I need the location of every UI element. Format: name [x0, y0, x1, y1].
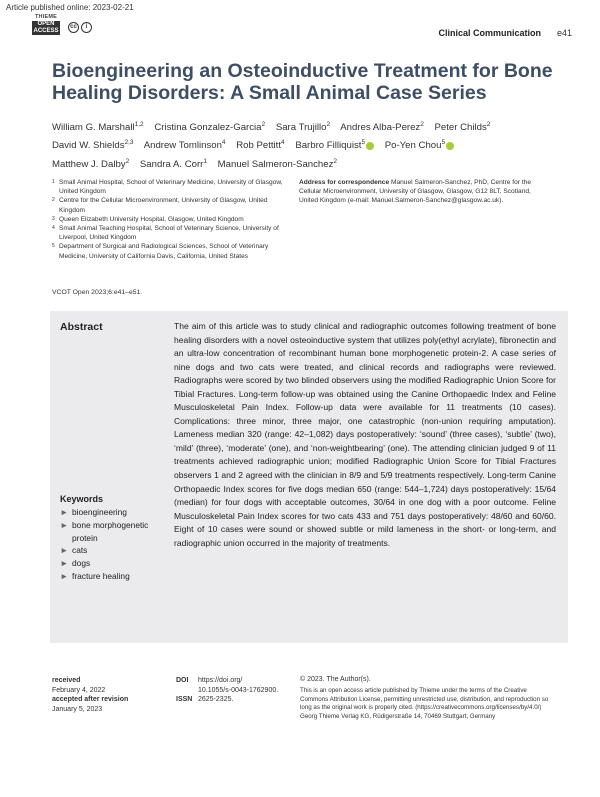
accepted-label: accepted after revision [52, 696, 129, 703]
author: Sara Trujillo$^2$ [275, 121, 331, 134]
keyword-item: ► dogs [60, 558, 91, 569]
author: Po-Yen Chou$^5$ [385, 140, 454, 151]
author-list [52, 117, 562, 172]
author: Cristina Gonzalez-Garcia$^2$ [154, 121, 266, 134]
section-label: Clinical Communication [438, 28, 541, 38]
affiliation: 2 Centre for the Cellular Microenvironment, University of Glasgow, United Kingdom [52, 197, 268, 214]
correspondence-label: Address for correspondence [299, 179, 390, 186]
attribution-icon: i [81, 22, 92, 33]
published-online-date: Article published online: 2023-02-21 [6, 3, 134, 12]
publisher-address: Georg Thieme Verlag KG, Rüdigerstraße 14, 70469 Stuttgart, Germany [300, 713, 496, 721]
copyright-main: © 2023. The Author(s). [300, 676, 371, 683]
doi-issn-block [176, 676, 278, 705]
logo-theme-text: THIEME [35, 14, 57, 20]
doi-link[interactable]: https://doi.org/ [198, 677, 243, 684]
keyword-item: ► cats [60, 545, 88, 556]
author: Peter Childs$^2$ [434, 121, 491, 134]
running-header [438, 28, 572, 38]
affiliation: 3 Queen Elizabeth University Hospital, Glasgow, United Kingdom [52, 215, 244, 223]
affiliation: 5 Department of Surgical and Radiological Sciences, School of Veterinary Medicine, University of California Davis, California, United States [52, 243, 269, 260]
author: Andrew Tomlinson$^4$ [143, 139, 226, 152]
abstract-text: The aim of this article was to study clinical and radiographic outcomes following treatment of bone healing disorders with a novel osteoinductive system that utilizes poly(ethyl acrylate), fibronectin and an ultra-low concentration of recombinant human bone morphogenetic protein-2. A case series of nine dogs and two cats were treated, and clinical records and radiographs were reviewed. Radiographs were scored by two blinded observers using the modified Radiographic Union Score for Tibial Fractures. Long-term follow-up was obtained using the Canine Orthopaedic Index and Feline Musculoskeletal Pain Index. Follow-up data were available for 11 treatments (10 cases). Complications: three minor, three major, one catastrophic (non-union requiring amputation). Lameness median 320 (range: 42–1,082) days postoperatively: ‘sound’ (three cases), ‘subtle’ (two), ‘mild’ (three), ‘moderate’ (one), and ‘non-weightbearing’ (one). The attending clinician judged 9 of 11 treatments achieved radiographic union; modified Radiographic Union Score for Tibial Fractures observers 1 and 2 agreed with the clinician in 8/9 and 5/9 treatments respectively. Long-term Canine Orthopaedic Index scores for five dogs median 650 (range: 544–1,724) days postoperatively: 15/64 (median) for four dogs with acceptable outcomes, 30/64 in one dog with a poor outcome. Feline Musculoskeletal Pain Index scores for two cats 433 and 751 days postoperatively: 48/60 and 60/60. Eight of 10 cases were sound or showed subtle or mild lameness in the short- or long-term, and radiographic union occurred in the majority of treatments. [174, 321, 556, 548]
author: David W. Shields$^{2,3}$ [52, 139, 134, 152]
author: Andres Alba-Perez$^2$ [340, 121, 424, 134]
issn-value: 2625-2325. [198, 696, 234, 703]
article-title: Bioengineering an Osteoinductive Treatment for Bone Healing Disorders: A Small Animal Case Series [52, 60, 553, 104]
author: William G. Marshall$^{1,2}$ [52, 121, 144, 134]
affiliation: 4 Small Animal Teaching Hospital, School of Veterinary Science, University of Liverpool, United Kingdom [52, 225, 279, 242]
keywords-list [60, 506, 170, 583]
author: Manuel Salmeron-Sanchez$^2$ [217, 157, 338, 170]
author: Barbro Filliquist$^5$ [295, 140, 374, 151]
keyword-item: ► fracture healing [60, 570, 130, 581]
abstract-heading: Abstract [60, 321, 103, 333]
cc-icon: cc [68, 22, 79, 33]
creative-commons-icons [68, 22, 92, 33]
accepted-date: January 5, 2023 [52, 705, 103, 713]
doi-value[interactable]: 10.1055/s-0043-1762900. [198, 686, 279, 694]
author: Rob Pettitt$^4$ [236, 139, 285, 152]
received-label: received [52, 677, 81, 684]
thieme-open-access-logo [32, 14, 60, 42]
logo-open-access-text: OPEN ACCESS [33, 21, 59, 34]
affiliations-list [52, 178, 284, 261]
received-date: February 4, 2022 [52, 686, 106, 694]
author: Matthew J. Dalby$^2$ [52, 157, 130, 170]
issn-label: ISSN [176, 696, 193, 703]
license-text: This is an open access article published by Thieme under the terms of the Creative Commons Attribution License, permitting unrestricted use, distribution, and reproduction so long as the original work is properly cited. (https://creativecommons.org/licenses/by/4.0/) [300, 686, 549, 712]
journal-citation: VCOT Open 2023;6:e41–e51. [52, 289, 143, 296]
correspondence-text: Manuel Salmeron-Sanchez, PhD, Centre for the Cellular Microenvironment, University of Glasgow, Glasgow, G12 8LT, Scotland, United Kingdom (e-mail: Manuel.Salmeron-Sanchez@glasgow.ac.uk). [299, 179, 531, 205]
keyword-item: ► bone morphogenetic protein [60, 519, 149, 543]
page-number: e41 [556, 28, 572, 38]
article-dates [52, 676, 128, 714]
orcid-icon[interactable] [366, 142, 374, 150]
correspondence-address [299, 178, 547, 206]
affiliation: 1 Small Animal Hospital, School of Veterinary Medicine, University of Glasgow, United Kingdom [52, 179, 283, 196]
orcid-icon[interactable] [446, 142, 454, 150]
doi-label: DOI [176, 677, 189, 684]
copyright-block [300, 676, 552, 722]
keywords-heading: Keywords [60, 494, 104, 504]
author: Sandra A. Corr$^1$ [139, 157, 207, 170]
keyword-item: ► bioengineering [60, 507, 127, 517]
